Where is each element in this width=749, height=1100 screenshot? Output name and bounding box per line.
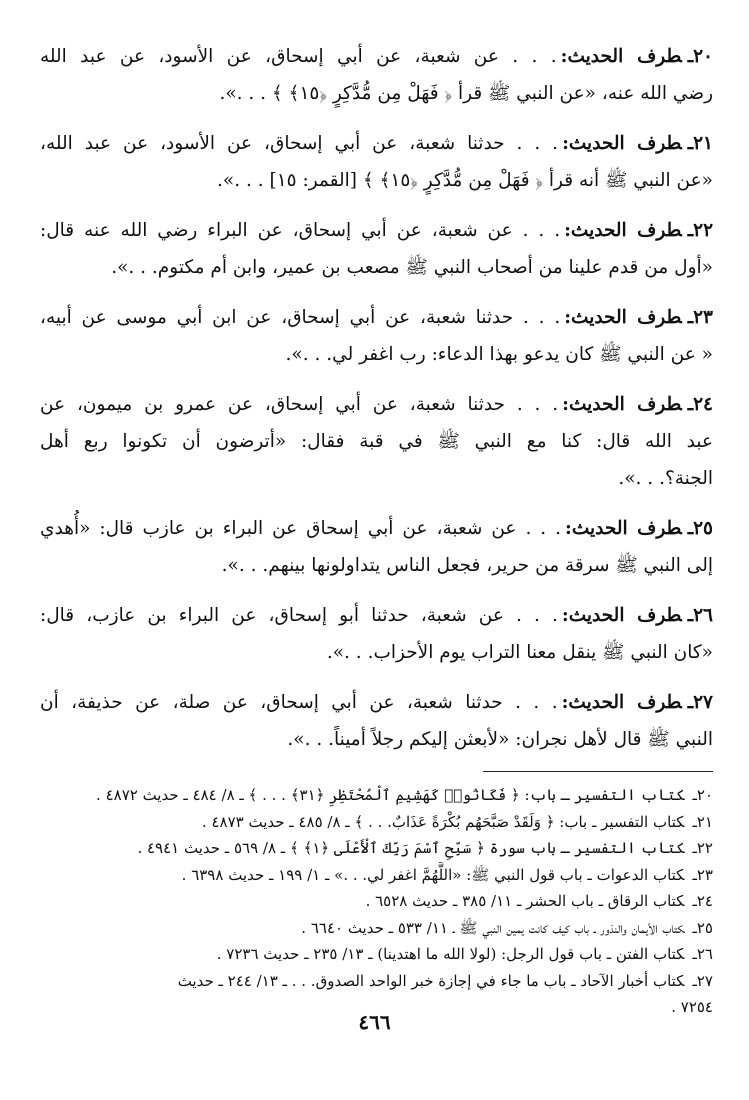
hadith-entry-22 <box>40 212 713 286</box>
footnote-number: ٢٣ـ <box>692 865 713 884</box>
footnote-number: ٢٠ـ <box>692 786 713 804</box>
footnote-27 <box>40 968 713 995</box>
entry-number: ٢٣ـ <box>687 307 713 328</box>
hadith-entry-20 <box>40 38 713 112</box>
footnote-text: كتاب الدعوات ـ باب قول النبي ﷺ: «اللَّهُمَّ اغفر لي. . .» ـ ١/ ١٩٩ ـ حديث ٦٣٩٨ . <box>181 865 685 884</box>
entry-label: طرف الحديث: <box>562 394 682 415</box>
entry-text: إلى النبي ﷺ سرقة من حرير، فجعل الناس يتداولونها بينهم. . .». <box>221 555 713 576</box>
entry-label: طرف الحديث: <box>562 133 682 154</box>
entry-text: عبد الله قال: كنا مع النبي ﷺ في قبة فقال: «أترضون أن تكونوا ربع أهل <box>40 431 713 452</box>
entry-number: ٢٢ـ <box>687 220 713 241</box>
entry-text: . . . عن شعبة، عن أبي إسحاق، عن البراء رضي الله عنه قال: <box>40 220 561 241</box>
entry-text: . . . عن شعبة، عن أبي إسحاق، عن الأسود، عن عبد الله <box>40 46 557 67</box>
footnote-number: ٢٢ـ <box>692 839 713 857</box>
footnote-24 <box>40 888 713 915</box>
hadith-entry-23 <box>40 299 713 373</box>
entry-text: «عن النبي ﷺ أنه قرأ ﴿ فَهَلْ مِن مُّدَّكِرٍ ﴿١٥﴾ ﴾ [القمر: ١٥] . . .». <box>217 170 713 191</box>
footnote-number: ٢٧ـ <box>692 971 713 990</box>
hadith-entry-27 <box>40 684 713 758</box>
hadith-entry-25 <box>40 510 713 584</box>
hadith-entry-21 <box>40 125 713 199</box>
footnote-27-continuation: ٧٢٥٤ . <box>671 998 713 1016</box>
entry-label: طرف الحديث: <box>564 307 682 328</box>
entry-text: . . . حدثنا شعبة، عن أبي إسحاق، عن الأسود، عن عبد الله، <box>40 133 559 154</box>
footnote-text: كتاب التفسير ـ باب: ﴿ وَلَقَدْ صَبَّحَهُم بُكْرَةً عَذَابٌ. . . ﴾ ـ ٨/ ٤٨٥ ـ حديث ٤٨٧٣ . <box>201 812 685 831</box>
footnote-number: ٢١ـ <box>692 812 713 831</box>
entry-text: النبي ﷺ قال لأهل نجران: «لأبعثن إليكم رجلاً أميناً. . .». <box>287 729 713 750</box>
entry-number: ٢٠ـ <box>687 46 713 67</box>
entry-label: طرف الحديث: <box>564 220 682 241</box>
footnote-22 <box>40 835 713 862</box>
entry-text: رضي الله عنه، «عن النبي ﷺ قرأ ﴿ فَهَلْ مِن مُّدَّكِرٍ ﴿١٥﴾ ﴾ . . .». <box>219 83 713 104</box>
entry-text: . . . حدثنا شعبة، عن أبي إسحاق، عن ابن أبي موسى عن أبيه، <box>40 307 561 328</box>
footnote-21 <box>40 809 713 836</box>
entry-label: طرف الحديث: <box>560 46 682 67</box>
entry-text: . . . حدثنا شعبة، عن أبي إسحاق، عن عمرو بن ميمون، عن <box>40 394 559 415</box>
entry-number: ٢٧ـ <box>687 692 713 713</box>
entry-text: . . . عن شعبة، حدثنا أبو إسحاق، عن البراء بن عازب، قال: <box>40 605 558 626</box>
footnote-25 <box>40 915 713 942</box>
entry-number: ٢٤ـ <box>687 394 713 415</box>
entry-text: . . . حدثنا شعبة، عن أبي إسحاق، عن صلة، عن حذيفة، أن <box>40 692 558 713</box>
footnote-number: ٢٤ـ <box>692 892 713 910</box>
entry-text: . . . عن شعبة، عن أبي إسحاق عن البراء بن عازب قال: «أُهدي <box>40 518 562 539</box>
footnote-26 <box>40 941 713 968</box>
entry-text: الجنة؟. . .». <box>618 468 713 489</box>
entry-number: ٢٦ـ <box>687 605 713 626</box>
entry-label: طرف الحديث: <box>565 518 682 539</box>
entry-text: « عن النبي ﷺ كان يدعو بهذا الدعاء: رب اغفر لي. . .». <box>285 344 713 365</box>
footnote-text: كتاب أخبار الآحاد ـ باب ما جاء في إجازة خبر الواحد الصدوق. . . ـ ١٣/ ٢٤٤ ـ حديث <box>177 971 685 990</box>
entry-text: «أول من قدم علينا من أصحاب النبي ﷺ مصعب بن عمير، وابن أم مكتوم. . .». <box>111 257 713 278</box>
entry-label: طرف الحديث: <box>561 692 682 713</box>
entry-number: ٢١ـ <box>687 133 713 154</box>
footnote-20 <box>40 782 713 809</box>
footnote-number: ٢٦ـ <box>692 945 713 963</box>
footnote-text: كتاب الأيمان والنذور ـ باب كيف كانت يمين النبي ﷺ ـ ١١/ ٥٣٣ ـ حديث ٦٦٤٠ . <box>301 918 685 937</box>
footnote-separator <box>483 771 713 772</box>
page-number: ٤٦٦ <box>358 1010 391 1034</box>
footnote-text: كتاب التفسير ـ باب سورة ﴿ سَبِّحِ ٱسْمَ رَبِّكَ ٱلْأَعْلَى ﴿١﴾ ﴾ ـ ٨/ ٥٦٩ ـ حديث ٤٩٤١ . <box>137 839 685 857</box>
entry-label: طرف الحديث: <box>561 605 682 626</box>
entry-text: «كان النبي ﷺ ينقل معنا التراب يوم الأحزاب. . .». <box>326 642 713 663</box>
footnote-text: كتاب الرقاق ـ باب الحشر ـ ١١/ ٣٨٥ ـ حديث ٦٥٢٨ . <box>365 892 685 910</box>
hadith-entries <box>40 38 713 758</box>
hadith-entry-26 <box>40 597 713 671</box>
footnote-text: كتاب التفسير ـ باب: ﴿ فَكَانُوا۟ كَهَشِيمِ ٱلْمُحْتَظِرِ ﴿٣١﴾ . . . ﴾ ـ ٨/ ٤٨٤ ـ حديث ٤٨٧٢ . <box>96 786 685 804</box>
hadith-entry-24 <box>40 386 713 497</box>
footnote-number: ٢٥ـ <box>692 918 713 937</box>
entry-number: ٢٥ـ <box>687 518 713 539</box>
footnote-23 <box>40 862 713 889</box>
footnote-text: كتاب الفتن ـ باب قول الرجل: (لولا الله ما اهتدينا) ـ ١٣/ ٢٣٥ ـ حديث ٧٢٣٦ . <box>216 945 685 963</box>
footnotes <box>40 782 713 1021</box>
